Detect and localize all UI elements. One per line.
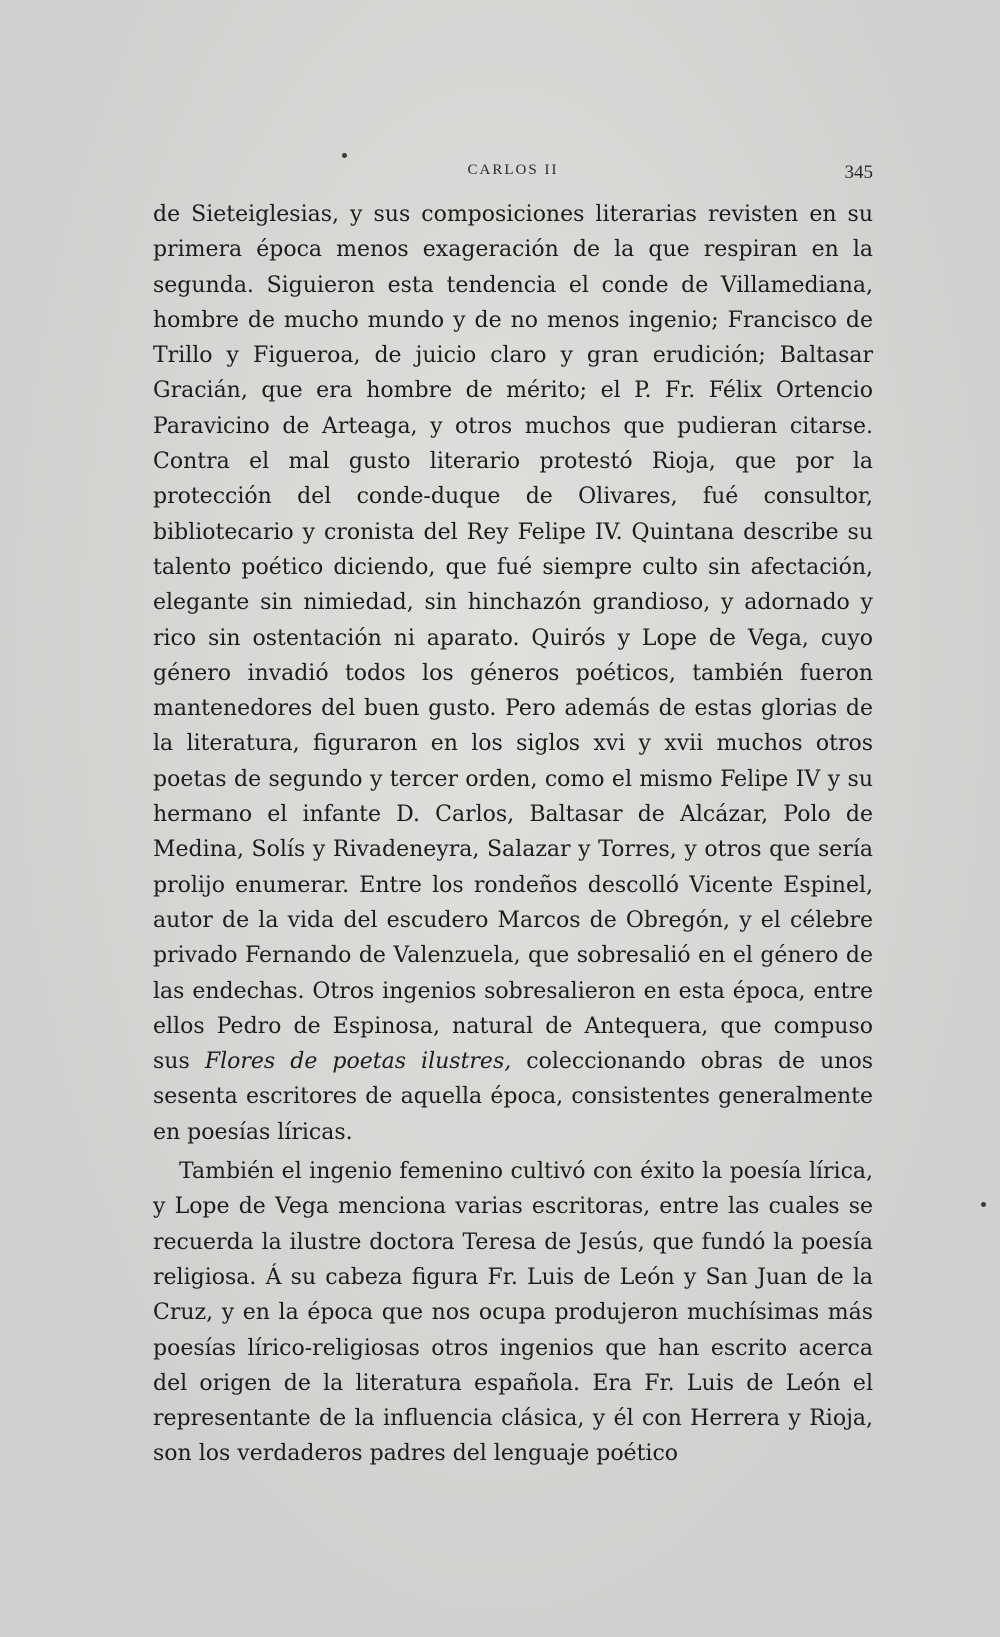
book-title-italic: Flores de poetas ilustres, <box>204 1049 512 1075</box>
page-body-text <box>153 197 873 1472</box>
ink-speck <box>342 153 347 158</box>
running-head <box>153 162 873 186</box>
paragraph-text: coleccionando obras de unos sesenta escritores de aquella época, consistentes generalmente en poesías líricas. <box>153 1049 873 1145</box>
ink-speck <box>981 1202 986 1207</box>
running-title: CARLOS II <box>467 162 559 178</box>
paragraph <box>153 197 873 1150</box>
paragraph-text: También el ingenio femenino cultivó con éxito la poesía lírica, y Lope de Vega menciona varias escritoras, entre las cuales se recuerda la ilustre doctora Teresa de Jesús, que fundó la poesía religiosa. Á su cabeza figura Fr. Luis de León y San Juan de la Cruz, y en la época que nos ocupa produjeron muchísimas más poesías lírico-religiosas otros ingenios que han escrito acerca del origen de la literatura española. Era Fr. Luis de León el representante de la influencia clásica, y él con Herrera y Rioja, son los verdaderos padres del lenguaje poético <box>153 1159 873 1467</box>
paragraph-text: de Sieteiglesias, y sus composiciones literarias revisten en su primera época menos exageración de la que respiran en la segunda. Siguieron esta tendencia el conde de Villamediana, hombre de mucho mundo y de no menos ingenio; Francisco de Trillo y Figueroa, de juicio claro y gran erudición; Baltasar Gracián, que era hombre de mérito; el P. Fr. Félix Ortencio Paravicino de Arteaga, y otros muchos que pudieran citarse. Contra el mal gusto literario protestó Rioja, que por la protección del conde-duque de Olivares, fué consultor, bibliotecario y cronista del Rey Felipe IV. Quintana describe su talento poético diciendo, que fué siempre culto sin afectación, elegante sin nimiedad, sin hinchazón grandioso, y adornado y rico sin ostentación ni aparato. Quirós y Lope de Vega, cuyo género invadió todos los géneros poéticos, también fueron mantenedores del buen gusto. Pero además de estas glorias de la literatura, figuraron en los siglos xvi y xvii muchos otros poetas de segundo y tercer orden, como el mismo Felipe IV y su hermano el infante D. Carlos, Baltasar de Alcázar, Polo de Medina, Solís y Rivadeneyra, Salazar y Torres, y otros que sería prolijo enumerar. Entre los rondeños descolló Vicente Espinel, autor de la vida del escudero Marcos de Obregón, y el célebre privado Fernando de Valenzuela, que sobresalió en el género de las endechas. Otros ingenios sobresalieron en esta época, entre ellos Pedro de Espinosa, natural de Antequera, que compuso sus <box>153 202 873 1075</box>
paragraph <box>153 1154 873 1472</box>
page-number: 345 <box>844 162 873 183</box>
